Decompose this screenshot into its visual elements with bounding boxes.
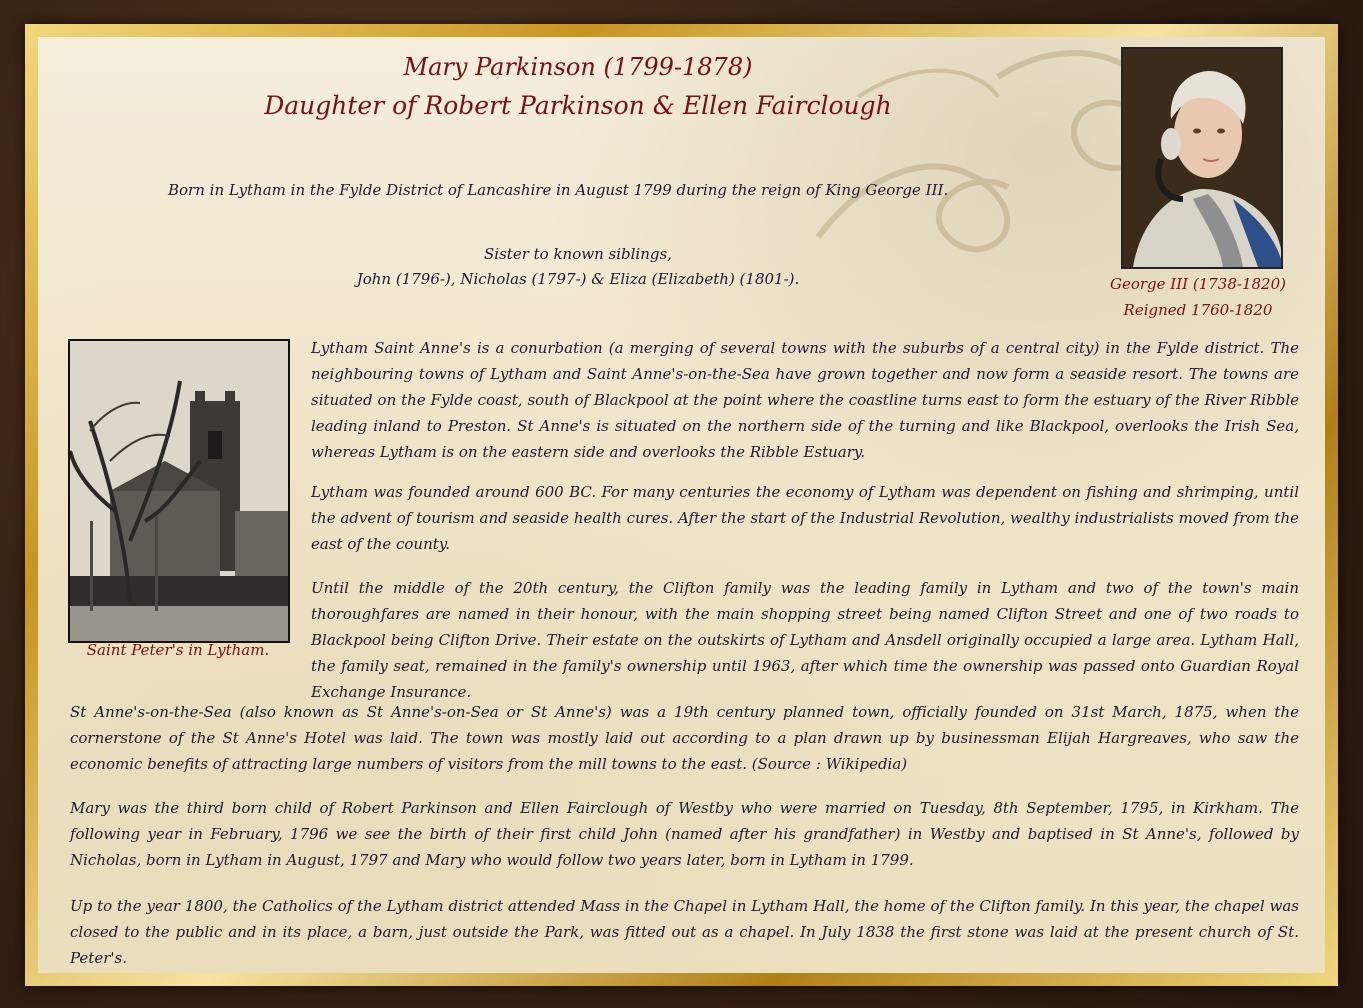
paragraph-lytham-history: Lytham was founded around 600 BC. For many centuries the economy of Lytham was dependent on fishing and shrimping, until the advent of tourism and seaside health cures. After the start of the Industrial Revolution, wealthy industrialists moved from the east of the county. — [311, 483, 1299, 553]
paragraph-lytham-st-annes: Lytham Saint Anne's is a conurbation (a merging of several towns with the suburbs of a central city) in the Fylde district. The neighbouring towns of Lytham and Saint Anne's-on-the-Sea have grown together and now form a seaside resort. The towns are situated on the Fylde coast, south of Blackpool at the point where the coastline turns east to form the estuary of the River Ribble leading inland to Preston. St Anne's is situated on the northern side of the turning and like Blackpool, overlooks the Irish Sea, whereas Lytham is on the eastern side and overlooks the Ribble Estuary. — [311, 339, 1299, 461]
portrait-caption — [1098, 271, 1298, 323]
portrait-illustration — [1123, 49, 1281, 267]
photo-caption: Saint Peter's in Lytham. — [86, 641, 270, 659]
portrait-caption-name: George III (1738-1820) — [1110, 275, 1286, 293]
paragraph-st-annes-on-sea: St Anne's-on-the-Sea (also known as St Anne's-on-Sea or St Anne's) was a 19th century planned town, officially founded on 31st March, 1875, when the cornerstone of the St Anne's Hotel was laid. The town was mostly laid out according to a plan drawn up by businessman Elijah Hargreaves, who saw the economic benefits of attracting large numbers of visitors from the mill towns to the east. (Source : Wikipedia) — [70, 703, 1299, 773]
church-illustration — [70, 341, 288, 641]
paragraph-mary-birth: Mary was the third born child of Robert Parkinson and Ellen Fairclough of Westby who were married on Tuesday, 8th September, 1795, in Kirkham. The following year in February, 1796 we see the birth of their first child John (named after his grandfather) in Westby and baptised in St Anne's, followed by Nicholas, born in Lytham in August, 1797 and Mary who would follow two years later, born in Lytham in 1799. — [70, 799, 1299, 869]
church-photo — [68, 339, 290, 643]
gold-frame — [25, 24, 1338, 986]
page-subtitle: Daughter of Robert Parkinson & Ellen Fairclough — [264, 91, 892, 120]
paragraph-clifton-family: Until the middle of the 20th century, the Clifton family was the leading family in Lytham and two of the town's main thoroughfares are named in their honour, with the main shopping street being named Clifton Street and one of two roads to Blackpool being Clifton Drive. Their estate on the outskirts of Lytham and Ansdell originally occupied a large area. Lytham Hall, the family seat, remained in the family's ownership until 1963, after which time the ownership was passed onto Guardian Royal Exchange Insurance. — [311, 579, 1299, 701]
page-title: Mary Parkinson (1799-1878) — [403, 53, 753, 81]
siblings-list: John (1796-), Nicholas (1797-) & Eliza (Elizabeth) (1801-). — [356, 270, 800, 288]
paragraph-catholic-chapel: Up to the year 1800, the Catholics of the Lytham district attended Mass in the Chapel in Lytham Hall, the home of the Clifton family. In this year, the chapel was closed to the public and in its place, a barn, just outside the Park, was fitted out as a chapel. In July 1838 the first stone was laid at the present church of St. Peter's. — [70, 897, 1299, 967]
birth-statement: Born in Lytham in the Fylde District of Lancashire in August 1799 during the reign of King George III. — [168, 181, 949, 199]
king-george-portrait — [1121, 47, 1283, 269]
siblings-heading: Sister to known siblings, — [484, 245, 672, 263]
portrait-caption-reign: Reigned 1760-1820 — [1123, 301, 1273, 319]
parchment-page — [38, 37, 1325, 973]
